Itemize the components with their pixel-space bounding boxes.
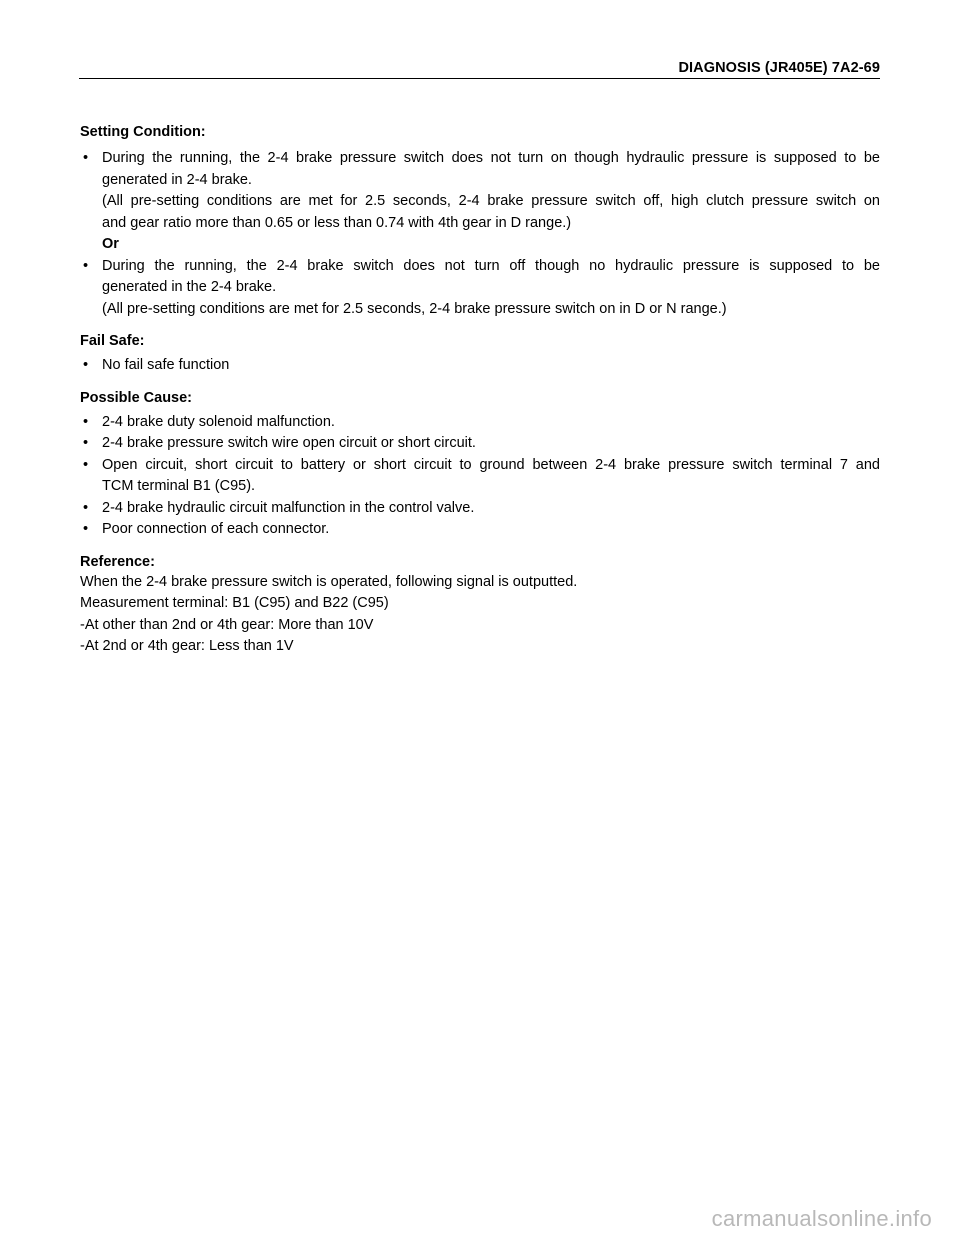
possible-cause-heading: Possible Cause:	[80, 389, 193, 406]
text-line: During the running, the 2-4 brake pressure switch does not turn on though hydraulic pressure is supposed to be	[102, 150, 880, 166]
page-header	[79, 60, 880, 79]
bullet-icon: •	[83, 499, 89, 516]
reference-heading: Reference:	[80, 553, 155, 570]
reference-line: -At 2nd or 4th gear: Less than 1V	[80, 638, 294, 654]
reference-line: -At other than 2nd or 4th gear: More than 10V	[80, 616, 374, 633]
text-line: No fail safe function	[102, 357, 230, 373]
reference-line: Measurement terminal: B1 (C95) and B22 (C95)	[80, 595, 389, 611]
setting-condition-heading: Setting Condition:	[80, 124, 206, 140]
text-line: Open circuit, short circuit to battery or short circuit to ground between 2-4 brake pressure switch terminal 7 and	[102, 456, 880, 473]
bullet-icon: •	[83, 357, 89, 373]
bullet-icon: •	[83, 257, 89, 274]
or-label: Or	[102, 236, 119, 252]
bullet-icon: •	[83, 435, 89, 451]
list-item	[80, 519, 880, 541]
list-item	[80, 455, 880, 498]
text-line: generated in the 2-4 brake.	[102, 279, 277, 295]
document-body	[80, 122, 880, 658]
fail-safe-list	[80, 355, 880, 377]
watermark: carmanualsonline.info	[711, 1206, 932, 1231]
text-line: 2-4 brake duty solenoid malfunction.	[102, 413, 335, 430]
text-line: 2-4 brake pressure switch wire open circuit or short circuit.	[102, 435, 476, 451]
fail-safe-heading: Fail Safe:	[80, 333, 145, 349]
list-item	[80, 355, 880, 377]
text-line: 2-4 brake hydraulic circuit malfunction in the control valve.	[102, 499, 475, 516]
bullet-icon: •	[83, 521, 89, 537]
list-item	[80, 498, 880, 520]
text-line: and gear ratio more than 0.65 or less than 0.74 with 4th gear in D range.)	[102, 214, 572, 231]
bullet-icon: •	[83, 150, 89, 166]
bullet-icon: •	[83, 456, 89, 473]
bullet-icon: •	[83, 413, 89, 430]
list-item	[80, 256, 880, 321]
text-line: generated in 2-4 brake.	[102, 171, 252, 188]
text-line: (All pre-setting conditions are met for 2.5 seconds, 2-4 brake pressure switch on in D or N range.)	[102, 300, 727, 317]
text-line: During the running, the 2-4 brake switch does not turn off though no hydraulic pressure is supposed to be	[102, 257, 880, 274]
setting-condition-list	[80, 148, 880, 320]
text-line: (All pre-setting conditions are met for 2.5 seconds, 2-4 brake pressure switch off, high clutch pressure switch on	[102, 193, 880, 209]
reference-line: When the 2-4 brake pressure switch is operated, following signal is outputted.	[80, 573, 578, 590]
list-item	[80, 148, 880, 256]
list-item	[80, 433, 880, 455]
text-line: TCM terminal B1 (C95).	[102, 478, 256, 494]
list-item	[80, 412, 880, 434]
text-line: Poor connection of each connector.	[102, 521, 330, 537]
page-header-title: DIAGNOSIS (JR405E) 7A2-69	[678, 60, 880, 76]
possible-cause-list	[80, 412, 880, 541]
